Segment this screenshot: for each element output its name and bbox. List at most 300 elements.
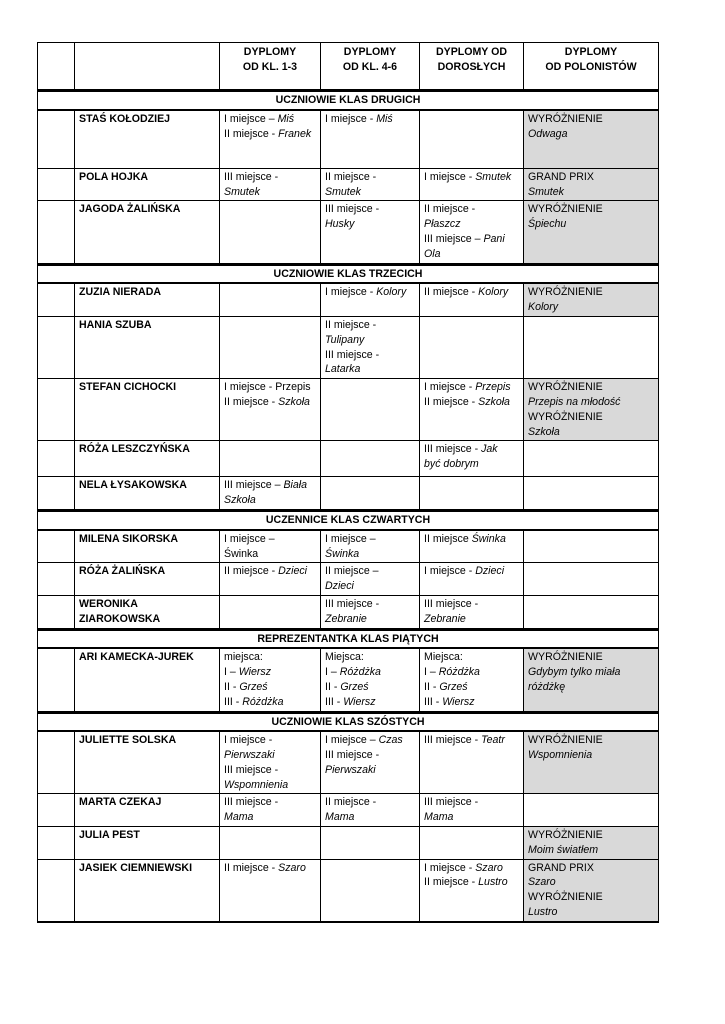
award-place: WYRÓŻNIENIE: [528, 829, 603, 842]
award-title: Szkoła: [478, 395, 510, 408]
row-index-cell: [38, 794, 75, 827]
award-title: różdżkę: [528, 680, 566, 693]
award-title: Pani: [483, 232, 505, 245]
award-grades-1-3-cell: [220, 827, 321, 860]
award-adults-cell: [420, 110, 524, 169]
table-row: [38, 201, 659, 264]
award-place: II miejsce -: [424, 395, 479, 408]
award-line: [528, 202, 654, 217]
award-line: [424, 380, 519, 395]
award-line: [528, 905, 654, 920]
student-name: POLA HOJKA: [75, 168, 220, 201]
award-title: Smutek: [325, 185, 361, 198]
award-place: Miejsca:: [424, 651, 463, 664]
award-line: [424, 232, 519, 247]
award-title: Lustro: [528, 906, 558, 919]
award-place: II -: [224, 680, 240, 693]
award-place: I miejsce -: [424, 381, 476, 394]
award-place: III miejsce -: [424, 734, 482, 747]
award-place: WYRÓŻNIENIE: [528, 286, 603, 299]
award-place: I miejsce - Przepis: [224, 381, 311, 394]
header-line: DYPLOMY: [343, 46, 397, 58]
award-grades-4-6-cell: [321, 827, 420, 860]
award-line: [325, 579, 415, 594]
award-line: [224, 733, 316, 748]
header-line: OD KL. 4-6: [342, 61, 398, 73]
award-line: [528, 395, 654, 410]
award-line: [528, 748, 654, 763]
award-line: [424, 680, 519, 695]
award-place: miejsca:: [224, 651, 263, 664]
award-grades-4-6-cell: [321, 316, 420, 378]
award-title: Grześ: [340, 680, 369, 693]
section-title: UCZENNICE KLAS CZWARTYCH: [38, 510, 659, 529]
award-line: [424, 597, 519, 612]
award-polish-teachers-cell: [524, 110, 659, 169]
award-title: Teatr: [481, 734, 505, 747]
award-place: III miejsce -: [424, 443, 482, 456]
award-place: I –: [224, 666, 239, 679]
award-title: Śpiechu: [528, 218, 567, 231]
award-place: I miejsce -: [424, 565, 476, 578]
award-adults-cell: [420, 563, 524, 596]
award-line: [424, 612, 519, 627]
student-name: RÓŻA LESZCZYŃSKA: [75, 441, 220, 477]
header-diplomas-grades-1-3: [220, 43, 321, 91]
award-grades-4-6-cell: [321, 379, 420, 441]
award-title: Szkoła: [224, 494, 256, 507]
award-title: Miś: [376, 112, 393, 125]
award-polish-teachers-cell: [524, 477, 659, 511]
award-line: [325, 695, 415, 710]
award-title: Płaszcz: [424, 218, 461, 231]
award-title: Tulipany: [325, 333, 365, 346]
award-line: [424, 247, 519, 262]
award-line: [325, 612, 415, 627]
award-title: Smutek: [224, 185, 260, 198]
award-title: Przepis na młodość: [528, 395, 621, 408]
award-line: [528, 665, 654, 680]
table-row: [38, 595, 659, 629]
award-grades-1-3-cell: [220, 595, 321, 629]
award-title: Dzieci: [325, 580, 354, 593]
award-line: [424, 650, 519, 665]
award-place: II -: [325, 680, 341, 693]
award-place: III -: [224, 695, 243, 708]
award-grades-1-3-cell: [220, 441, 321, 477]
student-name: STEFAN CICHOCKI: [75, 379, 220, 441]
award-title: Wiersz: [442, 695, 475, 708]
section-header-row: [38, 712, 659, 731]
award-place: II miejsce -: [224, 861, 279, 874]
award-adults-cell: [420, 283, 524, 316]
table-row: [38, 283, 659, 316]
award-line: [424, 457, 519, 472]
award-title: Grześ: [239, 680, 268, 693]
award-line: [224, 763, 316, 778]
award-line: [424, 532, 519, 547]
award-adults-cell: [420, 731, 524, 794]
award-title: Kolory: [376, 286, 407, 299]
award-adults-cell: [420, 201, 524, 264]
award-place: WYRÓŻNIENIE: [528, 734, 603, 747]
award-line: [528, 112, 654, 127]
award-place: WYRÓŻNIENIE: [528, 381, 603, 394]
award-place: III -: [325, 695, 344, 708]
award-line: [528, 425, 654, 440]
award-title: Szaro: [528, 876, 556, 889]
student-name: NELA ŁYSAKOWSKA: [75, 477, 220, 511]
award-polish-teachers-cell: [524, 563, 659, 596]
award-title: Mama: [325, 811, 355, 824]
award-line: [424, 861, 519, 876]
award-line: [224, 380, 316, 395]
award-title: Gdybym tylko miała: [528, 666, 621, 679]
header-diplomas-grades-4-6: [321, 43, 420, 91]
student-name: RÓŻA ŻALIŃSKA: [75, 563, 220, 596]
award-title: Różdżka: [339, 666, 381, 679]
award-place: II miejsce -: [224, 395, 279, 408]
award-grades-4-6-cell: [321, 859, 420, 922]
award-polish-teachers-cell: [524, 648, 659, 712]
award-adults-cell: [420, 794, 524, 827]
award-place: III miejsce -: [224, 796, 279, 809]
award-line: [325, 202, 415, 217]
award-line: [325, 318, 415, 333]
award-place: III -: [424, 695, 443, 708]
award-title: Dzieci: [278, 565, 307, 578]
row-index-cell: [38, 441, 75, 477]
award-title: Wiersz: [343, 695, 376, 708]
award-title: Lustro: [478, 876, 508, 889]
award-line: [528, 828, 654, 843]
award-place: I miejsce -: [224, 734, 273, 747]
award-title: Pierwszaki: [325, 763, 376, 776]
award-line: [528, 185, 654, 200]
award-grades-1-3-cell: [220, 563, 321, 596]
award-adults-cell: [420, 648, 524, 712]
award-place: WYRÓŻNIENIE: [528, 891, 603, 904]
award-grades-4-6-cell: [321, 530, 420, 563]
table-row: [38, 731, 659, 794]
award-grades-1-3-cell: [220, 316, 321, 378]
award-line: [528, 285, 654, 300]
award-place: I miejsce –: [325, 734, 379, 747]
award-place: Miejsca:: [325, 651, 364, 664]
award-place: Świnka: [224, 547, 259, 560]
award-grades-4-6-cell: [321, 168, 420, 201]
award-grades-1-3-cell: [220, 648, 321, 712]
award-line: [325, 748, 415, 763]
award-title: Pierwszaki: [224, 749, 275, 762]
student-name: JULIETTE SOLSKA: [75, 731, 220, 794]
award-adults-cell: [420, 441, 524, 477]
award-place: II miejsce: [424, 532, 472, 545]
award-title: Dzieci: [475, 565, 505, 578]
award-title: Miś: [277, 112, 295, 125]
award-place: III miejsce -: [224, 763, 279, 776]
award-line: [224, 564, 316, 579]
award-line: [325, 333, 415, 348]
row-index-cell: [38, 201, 75, 264]
award-line: [528, 170, 654, 185]
award-adults-cell: [420, 530, 524, 563]
award-line: [424, 442, 519, 457]
award-line: [424, 795, 519, 810]
award-polish-teachers-cell: [524, 316, 659, 378]
award-place: I –: [424, 666, 439, 679]
table-body: [38, 91, 659, 922]
award-line: [325, 285, 415, 300]
award-grades-1-3-cell: [220, 794, 321, 827]
student-name: MARTA CZEKAJ: [75, 794, 220, 827]
award-line: [424, 285, 519, 300]
row-index-cell: [38, 168, 75, 201]
section-header-row: [38, 629, 659, 648]
award-place: II miejsce –: [325, 565, 379, 578]
award-line: [424, 875, 519, 890]
table-row: [38, 477, 659, 511]
award-title: Wiersz: [238, 666, 272, 679]
award-place: II miejsce -: [424, 876, 479, 889]
award-title: Świnka: [471, 532, 506, 545]
student-name: ARI KAMECKA-JUREK: [75, 648, 220, 712]
header-line: DYPLOMY: [564, 46, 618, 58]
award-place: II miejsce -: [325, 170, 377, 183]
row-index-cell: [38, 563, 75, 596]
award-line: [528, 127, 654, 142]
row-index-cell: [38, 859, 75, 922]
award-place: WYRÓŻNIENIE: [528, 112, 603, 125]
award-line: [325, 733, 415, 748]
award-grades-1-3-cell: [220, 731, 321, 794]
award-grades-4-6-cell: [321, 794, 420, 827]
award-title: Moim światłem: [528, 843, 599, 856]
row-index-cell: [38, 731, 75, 794]
award-line: [424, 665, 519, 680]
award-place: I –: [325, 666, 340, 679]
diploma-results-document: [37, 42, 658, 923]
award-title: Smutek: [475, 170, 512, 183]
award-grades-4-6-cell: [321, 283, 420, 316]
award-grades-4-6-cell: [321, 595, 420, 629]
student-name: WERONIKA ZIAROKOWSKA: [75, 595, 220, 629]
award-line: [325, 532, 415, 547]
award-line: [424, 202, 519, 217]
award-place: III miejsce –: [224, 479, 284, 492]
award-line: [325, 597, 415, 612]
award-polish-teachers-cell: [524, 595, 659, 629]
award-line: [224, 778, 316, 793]
award-line: [424, 217, 519, 232]
award-grades-1-3-cell: [220, 859, 321, 922]
award-polish-teachers-cell: [524, 794, 659, 827]
section-header-row: [38, 91, 659, 110]
award-adults-cell: [420, 477, 524, 511]
award-place: III miejsce –: [424, 232, 484, 245]
row-index-cell: [38, 530, 75, 563]
award-line: [224, 127, 316, 142]
award-grades-1-3-cell: [220, 379, 321, 441]
award-place: GRAND PRIX: [528, 170, 594, 183]
award-line: [224, 680, 316, 695]
award-title: Różdżka: [242, 695, 284, 708]
award-grades-1-3-cell: [220, 201, 321, 264]
header-diplomas-polish-teachers: [524, 43, 659, 91]
award-title: Biała: [283, 479, 308, 492]
award-line: [224, 112, 316, 127]
award-line: [325, 810, 415, 825]
award-polish-teachers-cell: [524, 530, 659, 563]
award-line: [224, 650, 316, 665]
award-place: III miejsce -: [325, 203, 380, 216]
table-header-row: [38, 43, 659, 91]
award-line: [224, 547, 316, 562]
student-name: STAŚ KOŁODZIEJ: [75, 110, 220, 169]
award-title: Kolory: [478, 286, 509, 299]
award-line: [224, 695, 316, 710]
row-index-cell: [38, 595, 75, 629]
award-title: Wspomnienia: [528, 749, 593, 762]
award-line: [424, 564, 519, 579]
award-line: [424, 170, 519, 185]
award-place: III miejsce -: [325, 749, 380, 762]
award-line: [325, 547, 415, 562]
award-line: [325, 112, 415, 127]
award-place: III miejsce -: [424, 796, 479, 809]
award-title: Mama: [224, 811, 254, 824]
row-index-cell: [38, 110, 75, 169]
table-row: [38, 859, 659, 922]
award-line: [325, 564, 415, 579]
award-title: Wspomnienia: [224, 778, 289, 791]
award-line: [325, 362, 415, 377]
award-line: [528, 843, 654, 858]
row-index-cell: [38, 477, 75, 511]
award-polish-teachers-cell: [524, 168, 659, 201]
header-line: DYPLOMY: [243, 46, 297, 58]
award-title: Ola: [424, 247, 441, 260]
award-line: [325, 217, 415, 232]
award-place: I miejsce -: [424, 861, 476, 874]
award-title: Husky: [325, 218, 355, 231]
award-place: GRAND PRIX: [528, 861, 594, 874]
award-title: Franek: [278, 127, 312, 140]
award-line: [424, 695, 519, 710]
award-place: III miejsce -: [224, 170, 279, 183]
award-line: [325, 795, 415, 810]
award-title: Mama: [424, 811, 454, 824]
award-grades-4-6-cell: [321, 441, 420, 477]
award-title: Smutek: [528, 185, 564, 198]
award-grades-1-3-cell: [220, 168, 321, 201]
award-grades-4-6-cell: [321, 110, 420, 169]
award-title: Szkoła: [278, 395, 310, 408]
award-polish-teachers-cell: [524, 379, 659, 441]
award-line: [325, 348, 415, 363]
award-title: Szkoła: [528, 425, 560, 438]
award-place: II miejsce -: [224, 565, 279, 578]
award-title: Szaro: [278, 861, 306, 874]
award-place: II miejsce -: [424, 203, 476, 216]
award-line: [528, 650, 654, 665]
award-polish-teachers-cell: [524, 827, 659, 860]
award-line: [528, 733, 654, 748]
award-line: [424, 810, 519, 825]
row-index-cell: [38, 316, 75, 378]
award-line: [224, 493, 316, 508]
award-line: [325, 185, 415, 200]
award-line: [224, 185, 316, 200]
award-line: [528, 300, 654, 315]
award-place: II miejsce -: [325, 796, 377, 809]
header-line: OD POLONISTÓW: [545, 61, 637, 73]
award-grades-4-6-cell: [321, 731, 420, 794]
award-polish-teachers-cell: [524, 201, 659, 264]
award-line: [224, 665, 316, 680]
award-title: Latarka: [325, 363, 361, 376]
award-place: WYRÓŻNIENIE: [528, 203, 603, 216]
student-name: JASIEK CIEMNIEWSKI: [75, 859, 220, 922]
award-line: [325, 665, 415, 680]
award-line: [528, 861, 654, 876]
table-row: [38, 530, 659, 563]
award-title: Kolory: [528, 301, 559, 314]
header-cell-empty-name: [75, 43, 220, 91]
award-line: [325, 170, 415, 185]
award-line: [325, 763, 415, 778]
award-place: II miejsce -: [424, 286, 479, 299]
award-title: Szaro: [475, 861, 503, 874]
award-grades-1-3-cell: [220, 283, 321, 316]
award-place: WYRÓŻNIENIE: [528, 651, 603, 664]
award-place: I miejsce –: [325, 532, 376, 545]
table-row: [38, 563, 659, 596]
section-title: UCZNIOWIE KLAS TRZECICH: [38, 264, 659, 283]
award-line: [424, 733, 519, 748]
row-index-cell: [38, 827, 75, 860]
table-row: [38, 648, 659, 712]
section-header-row: [38, 264, 659, 283]
award-line: [528, 890, 654, 905]
award-place: II miejsce -: [325, 318, 377, 331]
award-polish-teachers-cell: [524, 283, 659, 316]
award-line: [325, 650, 415, 665]
table-row: [38, 316, 659, 378]
award-line: [224, 170, 316, 185]
table-row: [38, 827, 659, 860]
award-line: [224, 748, 316, 763]
award-place: III miejsce -: [325, 597, 380, 610]
award-title: Przepis: [475, 381, 511, 394]
award-title: Świnka: [325, 547, 360, 560]
award-title: Grześ: [439, 680, 468, 693]
award-place: III miejsce -: [325, 348, 380, 361]
header-cell-empty: [38, 43, 75, 91]
table-row: [38, 441, 659, 477]
table-row: [38, 110, 659, 169]
award-place: I miejsce -: [424, 170, 476, 183]
award-line: [224, 810, 316, 825]
header-line: OD KL. 1-3: [242, 61, 298, 73]
award-adults-cell: [420, 379, 524, 441]
award-title: Różdżka: [438, 666, 480, 679]
award-place: III miejsce -: [424, 597, 479, 610]
row-index-cell: [38, 379, 75, 441]
table-row: [38, 168, 659, 201]
award-line: [224, 395, 316, 410]
award-adults-cell: [420, 859, 524, 922]
